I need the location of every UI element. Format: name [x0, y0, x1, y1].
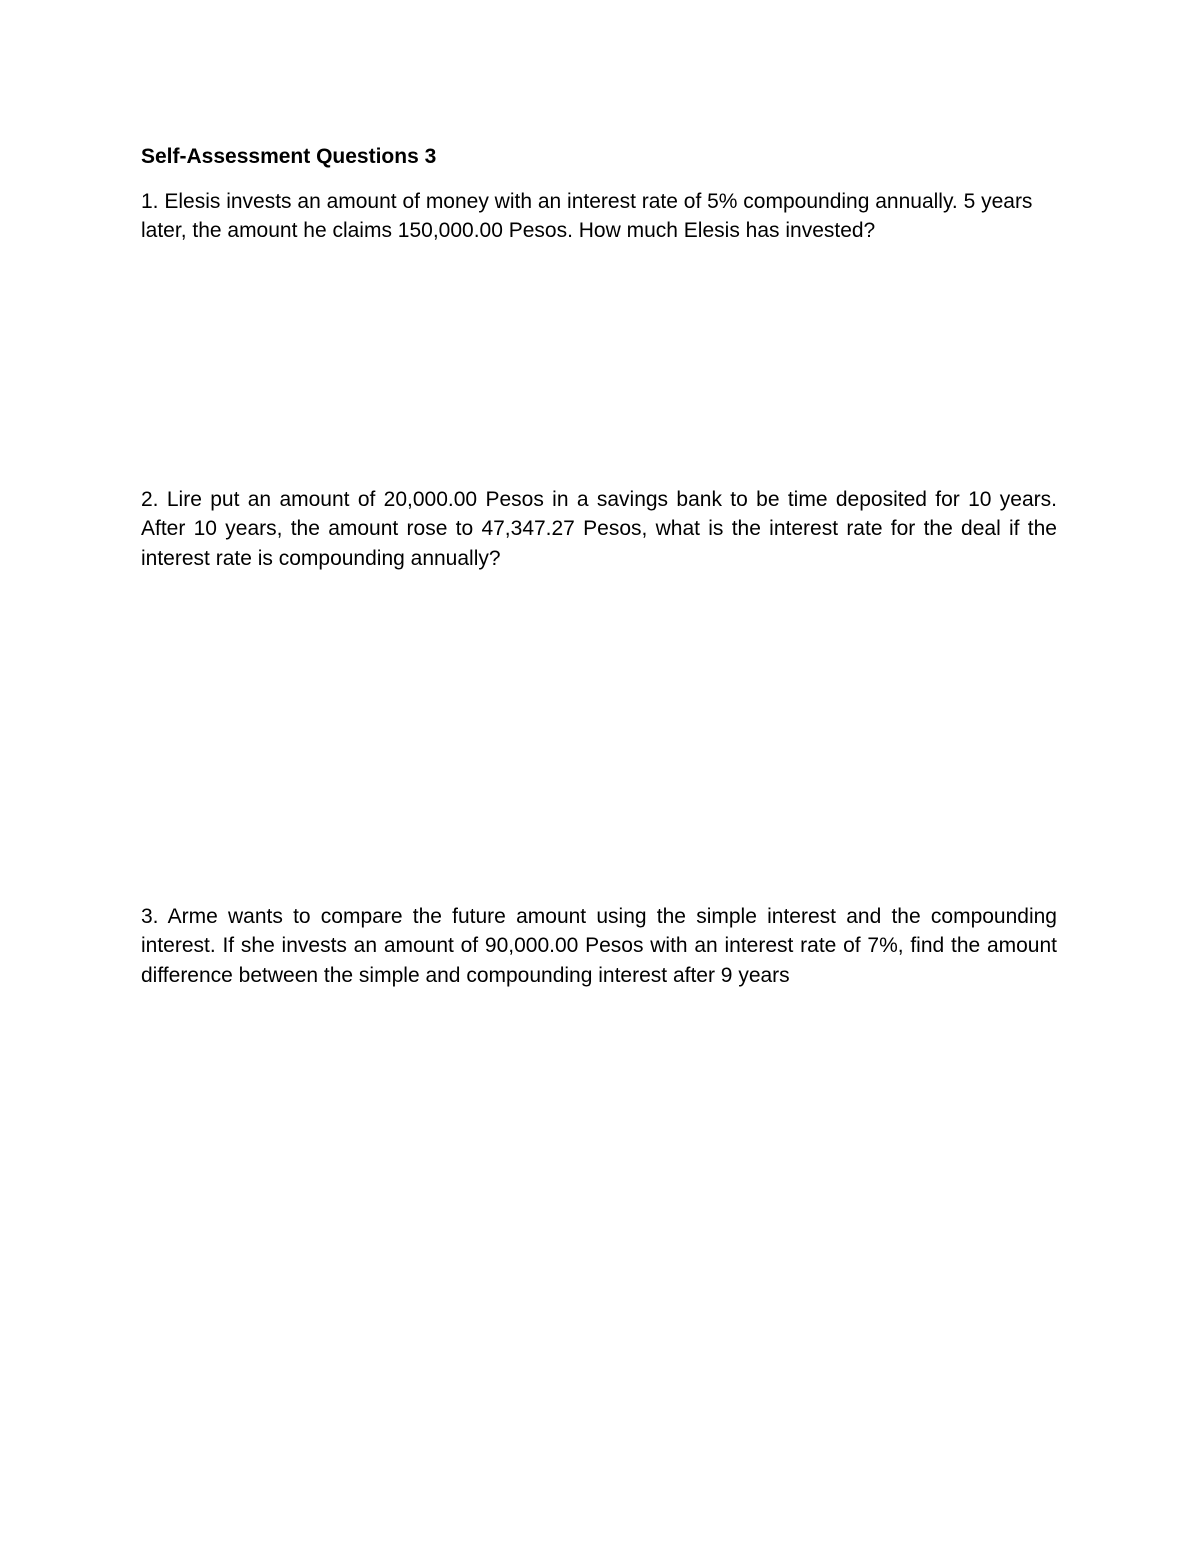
question-3: 3. Arme wants to compare the future amount using the simple interest and the compounding interest. If she invests an amount of 90,000.00 Pesos with an interest rate of 7%, find the amount difference between the simple and compounding interest after 9 years	[141, 905, 1057, 987]
question-2: 2. Lire put an amount of 20,000.00 Pesos in a savings bank to be time deposited for 10 years. After 10 years, the amount rose to 47,347.27 Pesos, what is the interest rate for the deal if the interest rate is compounding annually?	[141, 488, 1057, 570]
page-title: Self-Assessment Questions 3	[141, 145, 437, 168]
question-1: 1. Elesis invests an amount of money with an interest rate of 5% compounding annually. 5 years later, the amount he claims 150,000.00 Pesos. How much Elesis has invested?	[141, 190, 1033, 243]
